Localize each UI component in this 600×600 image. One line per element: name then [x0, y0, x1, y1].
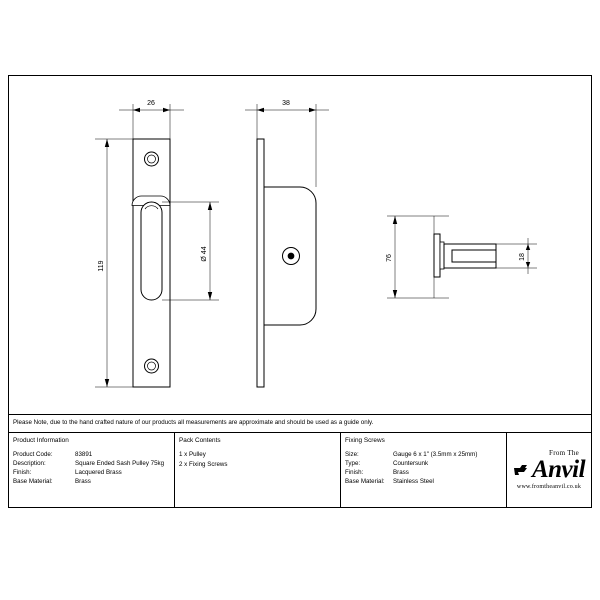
product-information-column [9, 433, 175, 507]
product-information-heading: Product Information [13, 437, 69, 444]
screw-type-value: Countersunk [393, 460, 429, 467]
dim-hole-diameter: Ø 44 [201, 246, 208, 262]
description-label: Description: [13, 460, 46, 467]
screw-finish-label: Finish: [345, 469, 364, 476]
product-code-value: 83891 [75, 451, 93, 458]
technical-drawing [8, 75, 592, 415]
logo-anvil-row [513, 457, 585, 483]
dim-front-height: 119 [98, 260, 105, 272]
logo-from-the-text: From The [549, 449, 580, 457]
logo-anvil-text: Anvil [531, 456, 586, 483]
screw-type-label: Type: [345, 460, 361, 467]
list-item: 2 x Fixing Screws [179, 460, 228, 468]
table-row [341, 468, 506, 477]
dim-front-width: 26 [147, 100, 155, 107]
base-material-value: Brass [75, 478, 91, 485]
table-row [9, 477, 174, 486]
screw-size-value: Gauge 6 x 1" (3.5mm x 25mm) [393, 451, 478, 458]
table-row [341, 450, 506, 459]
brand-logo-column [507, 433, 591, 507]
anvil-icon [513, 462, 529, 478]
screw-size-label: Size: [345, 451, 359, 458]
dim-side-height: 76 [386, 254, 393, 262]
pack-contents-heading: Pack Contents [179, 437, 221, 444]
finish-value: Lacquered Brass [75, 469, 122, 476]
list-item: 1 x Pulley [179, 451, 206, 458]
description-value: Square Ended Sash Pulley 75kg [75, 460, 165, 467]
screw-finish-value: Brass [393, 469, 409, 476]
product-code-label: Product Code: [13, 451, 53, 458]
dim-end-height: 18 [519, 253, 526, 261]
drawing-svg [9, 76, 591, 414]
finish-label: Finish: [13, 469, 32, 476]
fixing-screws-column [341, 433, 507, 507]
dim-side-width: 38 [282, 100, 290, 107]
measurement-note: Please Note, due to the hand crafted nature of our products all measurements are approximate and should be used as a guide only. [8, 415, 592, 433]
product-info-table [8, 433, 592, 508]
logo-url-text: www.fromtheanvil.co.uk [516, 484, 582, 490]
screw-base-material-label: Base Material: [345, 478, 385, 485]
fixing-screws-heading: Fixing Screws [345, 437, 385, 444]
screw-base-material-value: Stainless Steel [393, 478, 434, 485]
brand-logo [507, 433, 591, 507]
table-row [9, 468, 174, 477]
table-row [341, 459, 506, 468]
table-row [9, 459, 174, 468]
base-material-label: Base Material: [13, 478, 53, 485]
table-row [341, 477, 506, 486]
table-row [9, 450, 174, 459]
pack-contents-column [175, 433, 341, 507]
